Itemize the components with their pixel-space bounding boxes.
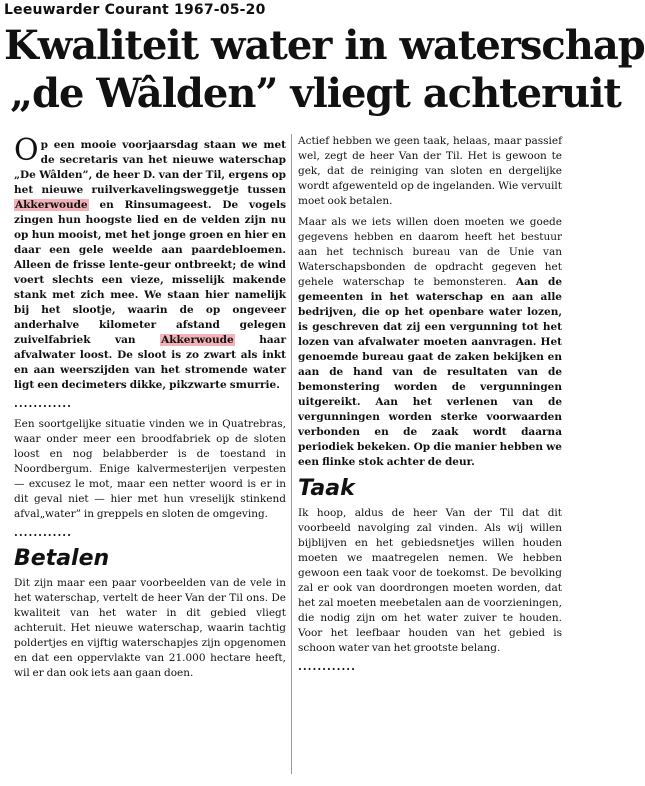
- article-column-1: [14, 133, 287, 687]
- paragraph-gegevens-bold: Aan de gemeenten in het waterschap en aan alle bedrijven, die op het openbare water lozen, is geschreven dat zij een vergunning tot het lozen van afvalwater moeten aanvragen. Het genoemde bureau gaat de zaken bekijken en aan de hand van de resultaten van de bemonstering worden de vergunningen uitgereikt. Aan het verlenen van de vergunningen worden sterke voorwaarden verbonden en de zaak wordt daarna periodiek bekeken. Op die manier hebben we een flinke stok achter de deur.: [298, 276, 562, 468]
- article-column-2: [298, 134, 562, 680]
- paragraph-gegevens-plain: Maar als we iets willen doen moeten we goede gegevens hebben en daarom heeft het bestuur aan het technisch bureau van de Unie van Waterschapsbonden de opdracht gegeven het gehele waterschap te bemonsteren.: [298, 216, 562, 288]
- highlighted-place-akkerwoude-2: Akkerwoude: [161, 334, 234, 346]
- intro-text-c: haar afvalwater loost. De sloot is zo zwart als inkt en aan weerszijden van het stromende water ligt een decimeters dikke, pikzwarte smurrie.: [14, 334, 287, 391]
- drop-cap: O: [14, 133, 39, 168]
- end-separator-dots: ............: [298, 660, 356, 673]
- subheading-betalen: Betalen: [14, 546, 110, 571]
- paragraph-voorbeelden: Dit zijn maar een paar voorbeelden van de vele in het waterschap, vertelt de heer Van der Til ons. De kwaliteit van het water in dit gebied vliegt achteruit. Het nieuwe waterschap, waarin tachtig poldertjes en vijftig waterschapjes zijn opgenomen en dat een oppervlakte van 21.000 hectare heeft, wil er dan ook iets aan gaan doen.: [14, 577, 286, 679]
- headline-line-2: „de Wâlden” vliegt achteruit: [10, 70, 621, 117]
- subheading-taak: Taak: [298, 476, 355, 501]
- column-divider: [291, 134, 292, 774]
- section-separator-dots: ............: [14, 397, 72, 410]
- intro-text-b: en Rinsumageest. De vogels zingen hun hoogste lied en de velden zijn nu op hun mooist, met het jonge groen en hier en daar een gele weelde aan paardebloemen. Alleen de frisse lente-geur ontbreekt; de wind voert slechts een vieze, misselijk makende stank met zich mee. We staan hier namelijk bij het slootje, waarin de op ongeveer anderhalve kilometer afstand gelegen zuivelfabriek van: [14, 199, 286, 346]
- paragraph-ik-hoop: Ik hoop, aldus de heer Van der Til dat dit voorbeeld navolging zal vinden. Als wij willen bijblijven en het gebiedsnetjes willen houden moeten we maatregelen nemen. We hebben gewoon een taak voor de toekomst. De bevolking zal er ook van doordrongen moeten worden, dat het zal moeten meebetalen aan de voorzieningen, die nodig zijn om het water zuiver te houden. Voor het leefbaar houden van het gebied is schoon water van het grootste belang.: [298, 507, 562, 654]
- paragraph-actief: Actief hebben we geen taak, helaas, maar passief wel, zegt de heer Van der Til. Het is gewoon te gek, dat de reiniging van sloten en dergelijke wordt afgewenteld op de ingelanden. Wie vervuilt moet ook betalen.: [298, 135, 562, 207]
- article-headline: [4, 22, 645, 118]
- paragraph-quatrebras: Een soortgelijke situatie vinden we in Quatrebras, waar onder meer een broodfabriek op de sloten loost en nog belabberder is de toestand in Noordbergum. Enige kalvermesterijen verpesten — excusez le mot, maar een netter woord is er in dit geval niet — hier met hun vreselijk stinkend afval„water” in greppels en sloten de omgeving.: [14, 418, 286, 520]
- headline-line-1: Kwaliteit water in waterschap: [4, 22, 645, 69]
- paragraph-gegevens: [298, 215, 562, 470]
- intro-paragraph: [14, 133, 287, 393]
- newspaper-masthead: Leeuwarder Courant 1967-05-20: [4, 2, 266, 18]
- highlighted-place-akkerwoude-1: Akkerwoude: [15, 199, 88, 211]
- intro-text-a: p een mooie voorjaarsdag staan we met de secretaris van het nieuwe waterschap „De Wâlden”, de heer D. van der Til, ergens op het nieuwe ruilverkavelingsweggetje tussen: [14, 139, 286, 196]
- section-separator-dots: ............: [14, 526, 72, 539]
